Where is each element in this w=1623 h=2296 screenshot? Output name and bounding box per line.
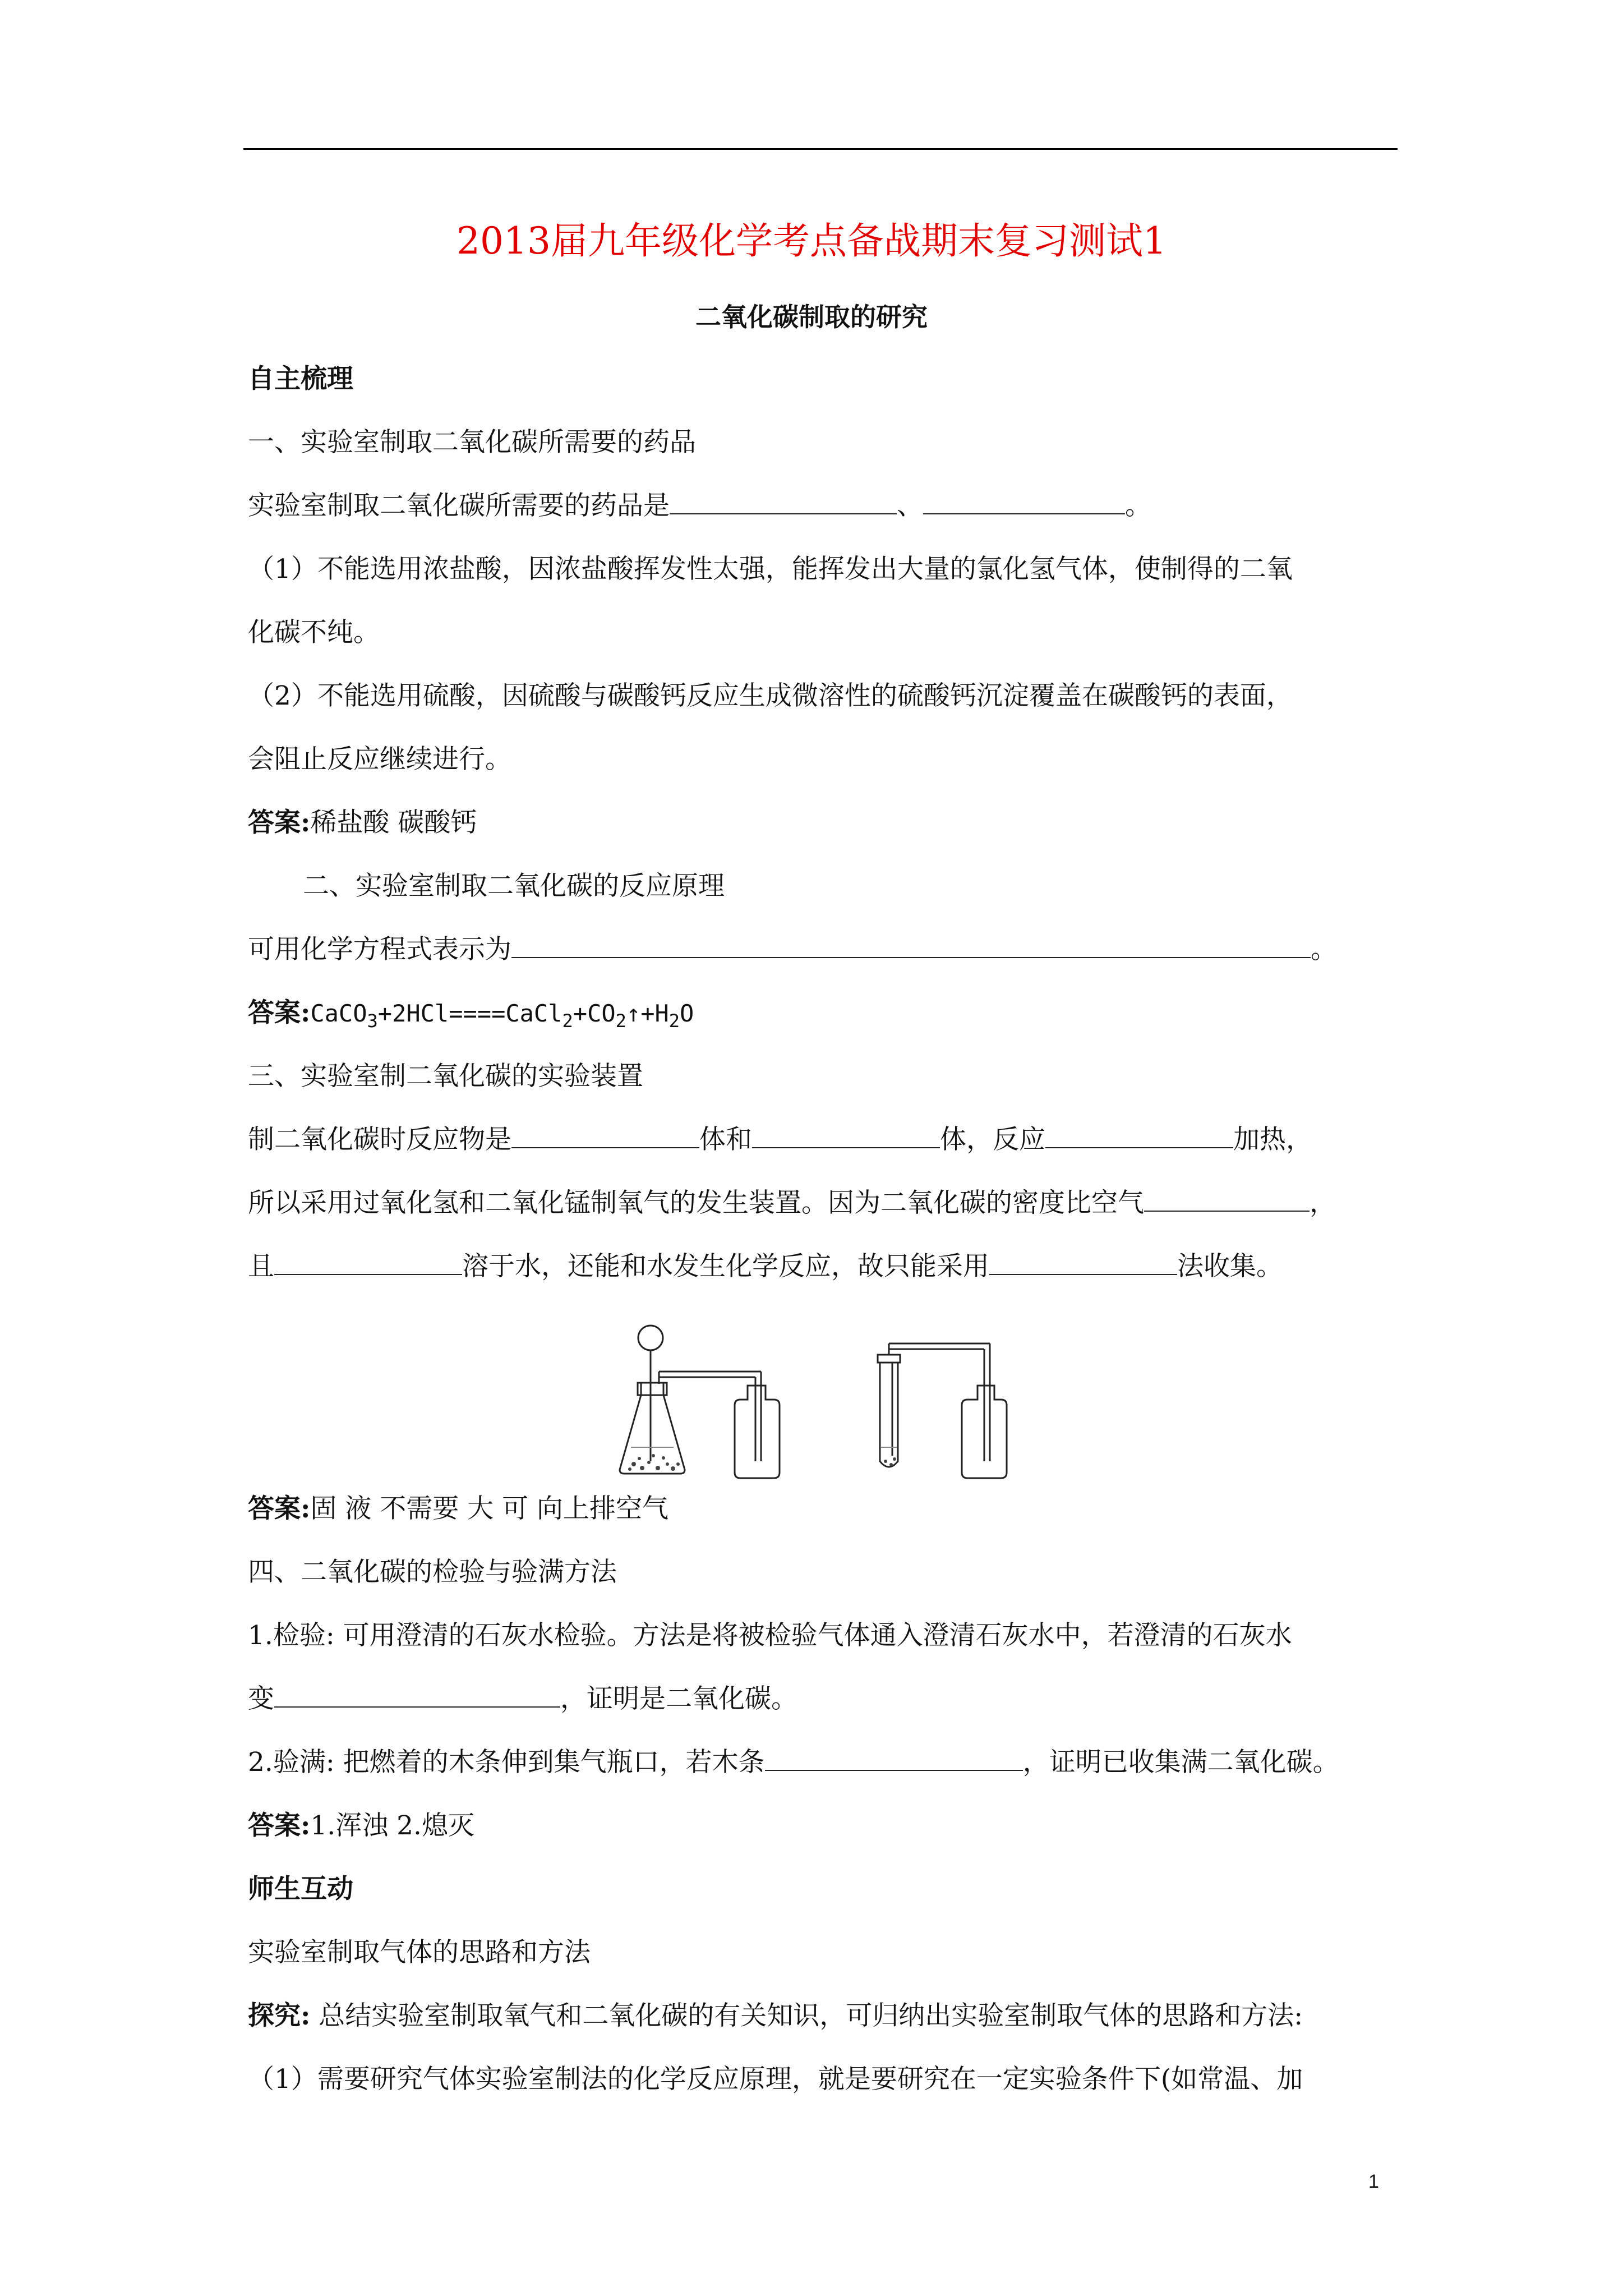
separator: 、 — [897, 490, 923, 521]
end-mark: 。 — [1311, 934, 1337, 965]
section-3-line: 制二氧化碳时反应物是 体和 体，反应 加热， — [248, 1124, 1312, 1155]
section-4-line: 2.验满: 把燃着的木条伸到集气瓶口，若木条 ，证明已收集满二氧化碳。 — [248, 1747, 1339, 1778]
explore-line — [248, 1996, 1396, 2036]
solid-particles-icon — [628, 1454, 896, 1471]
paragraph-line: （1）不能选用浓盐酸，因浓盐酸挥发性太强，能挥发出大量的氯化氢气体，使制得的二氧 — [248, 554, 1293, 585]
answer-label: 答案: — [248, 997, 311, 1028]
section-4-heading: 四、二氧化碳的检验与验满方法 — [248, 1557, 617, 1588]
answer-blank[interactable] — [989, 1250, 1177, 1275]
explore-text: 总结实验室制取氧气和二氧化碳的有关知识，可归纳出实验室制取气体的思路和方法: — [310, 2000, 1303, 2031]
question-text: 可用化学方程式表示为 — [248, 934, 511, 965]
paragraph-line: 化碳不纯。 — [248, 617, 380, 648]
header-rule — [243, 148, 1398, 150]
answer-line — [248, 1489, 1396, 1529]
page-title: 2013届九年级化学考点备战期末复习测试1 — [457, 219, 1166, 263]
section-1-question — [248, 486, 1396, 526]
answer-blank[interactable] — [274, 1250, 462, 1275]
paragraph-line: 会阻止反应继续进行。 — [248, 744, 511, 775]
answer-blank[interactable] — [752, 1124, 940, 1148]
answer-blank[interactable] — [923, 490, 1125, 514]
answer-blank[interactable] — [765, 1746, 1023, 1771]
answer-label: 答案: — [248, 1810, 311, 1841]
test-tube-icon — [878, 1343, 990, 1467]
answer-blank[interactable] — [274, 1683, 560, 1708]
answer-blank[interactable] — [511, 933, 1311, 958]
section-heading-interaction: 师生互动 — [248, 1874, 353, 1904]
answer-blank[interactable] — [511, 1124, 699, 1148]
answer-blank[interactable] — [1144, 1187, 1310, 1212]
page-subtitle: 二氧化碳制取的研究 — [695, 302, 928, 332]
answer-line — [248, 803, 1396, 843]
answer-line — [248, 1806, 1396, 1846]
section-heading-self-review: 自主梳理 — [248, 364, 353, 394]
chemical-equation: $CaCO_3+2HCl====CaCl_2+CO_2↑+H_2O$ — [310, 1000, 694, 1032]
section-3-line: 且 溶于水，还能和水发生化学反应，故只能采用 法收集。 — [248, 1251, 1283, 1282]
method-title: 实验室制取气体的思路和方法 — [248, 1937, 591, 1968]
answer-text: 1.浑浊 2.熄灭 — [310, 1810, 474, 1841]
paragraph-line: （2）不能选用硫酸，因硫酸与碳酸钙反应生成微溶性的硫酸钙沉淀覆盖在碳酸钙的表面， — [248, 680, 1293, 711]
paragraph-line: 1.检验: 可用澄清的石灰水检验。方法是将被检验气体通入澄清石灰水中，若澄清的石灰水 — [248, 1620, 1292, 1651]
section-1-heading: 一、实验室制取二氧化碳所需要的药品 — [248, 427, 696, 458]
section-4-line: 变 ，证明是二氧化碳。 — [248, 1683, 797, 1714]
section-3-heading: 三、实验室制二氧化碳的实验装置 — [248, 1061, 643, 1092]
answer-line — [248, 993, 1396, 1041]
gas-jar-icon — [735, 1386, 780, 1478]
paragraph-line: （1）需要研究气体实验室制法的化学反应原理，就是要研究在一定实验条件下(如常温、加 — [248, 2064, 1303, 2095]
explore-label: 探究: — [248, 2000, 311, 2031]
answer-blank[interactable] — [670, 490, 897, 514]
answer-text: 固 液 不需要 大 可 向上排空气 — [310, 1493, 669, 1524]
question-text: 实验室制取二氧化碳所需要的药品是 — [248, 490, 670, 521]
section-2-question — [248, 930, 1396, 969]
answer-text: 稀盐酸 碳酸钙 — [310, 807, 477, 838]
section-2-heading: 二、实验室制取二氧化碳的反应原理 — [303, 871, 725, 901]
answer-blank[interactable] — [1045, 1124, 1233, 1148]
answer-label: 答案: — [248, 807, 311, 838]
page-number: 1 — [1368, 2171, 1379, 2192]
end-mark: 。 — [1125, 490, 1151, 521]
answer-label: 答案: — [248, 1493, 311, 1524]
section-3-line: 所以采用过氧化氢和二氧化锰制氧气的发生装置。因为二氧化碳的密度比空气 ， — [248, 1188, 1336, 1218]
apparatus-figure — [614, 1321, 1029, 1489]
